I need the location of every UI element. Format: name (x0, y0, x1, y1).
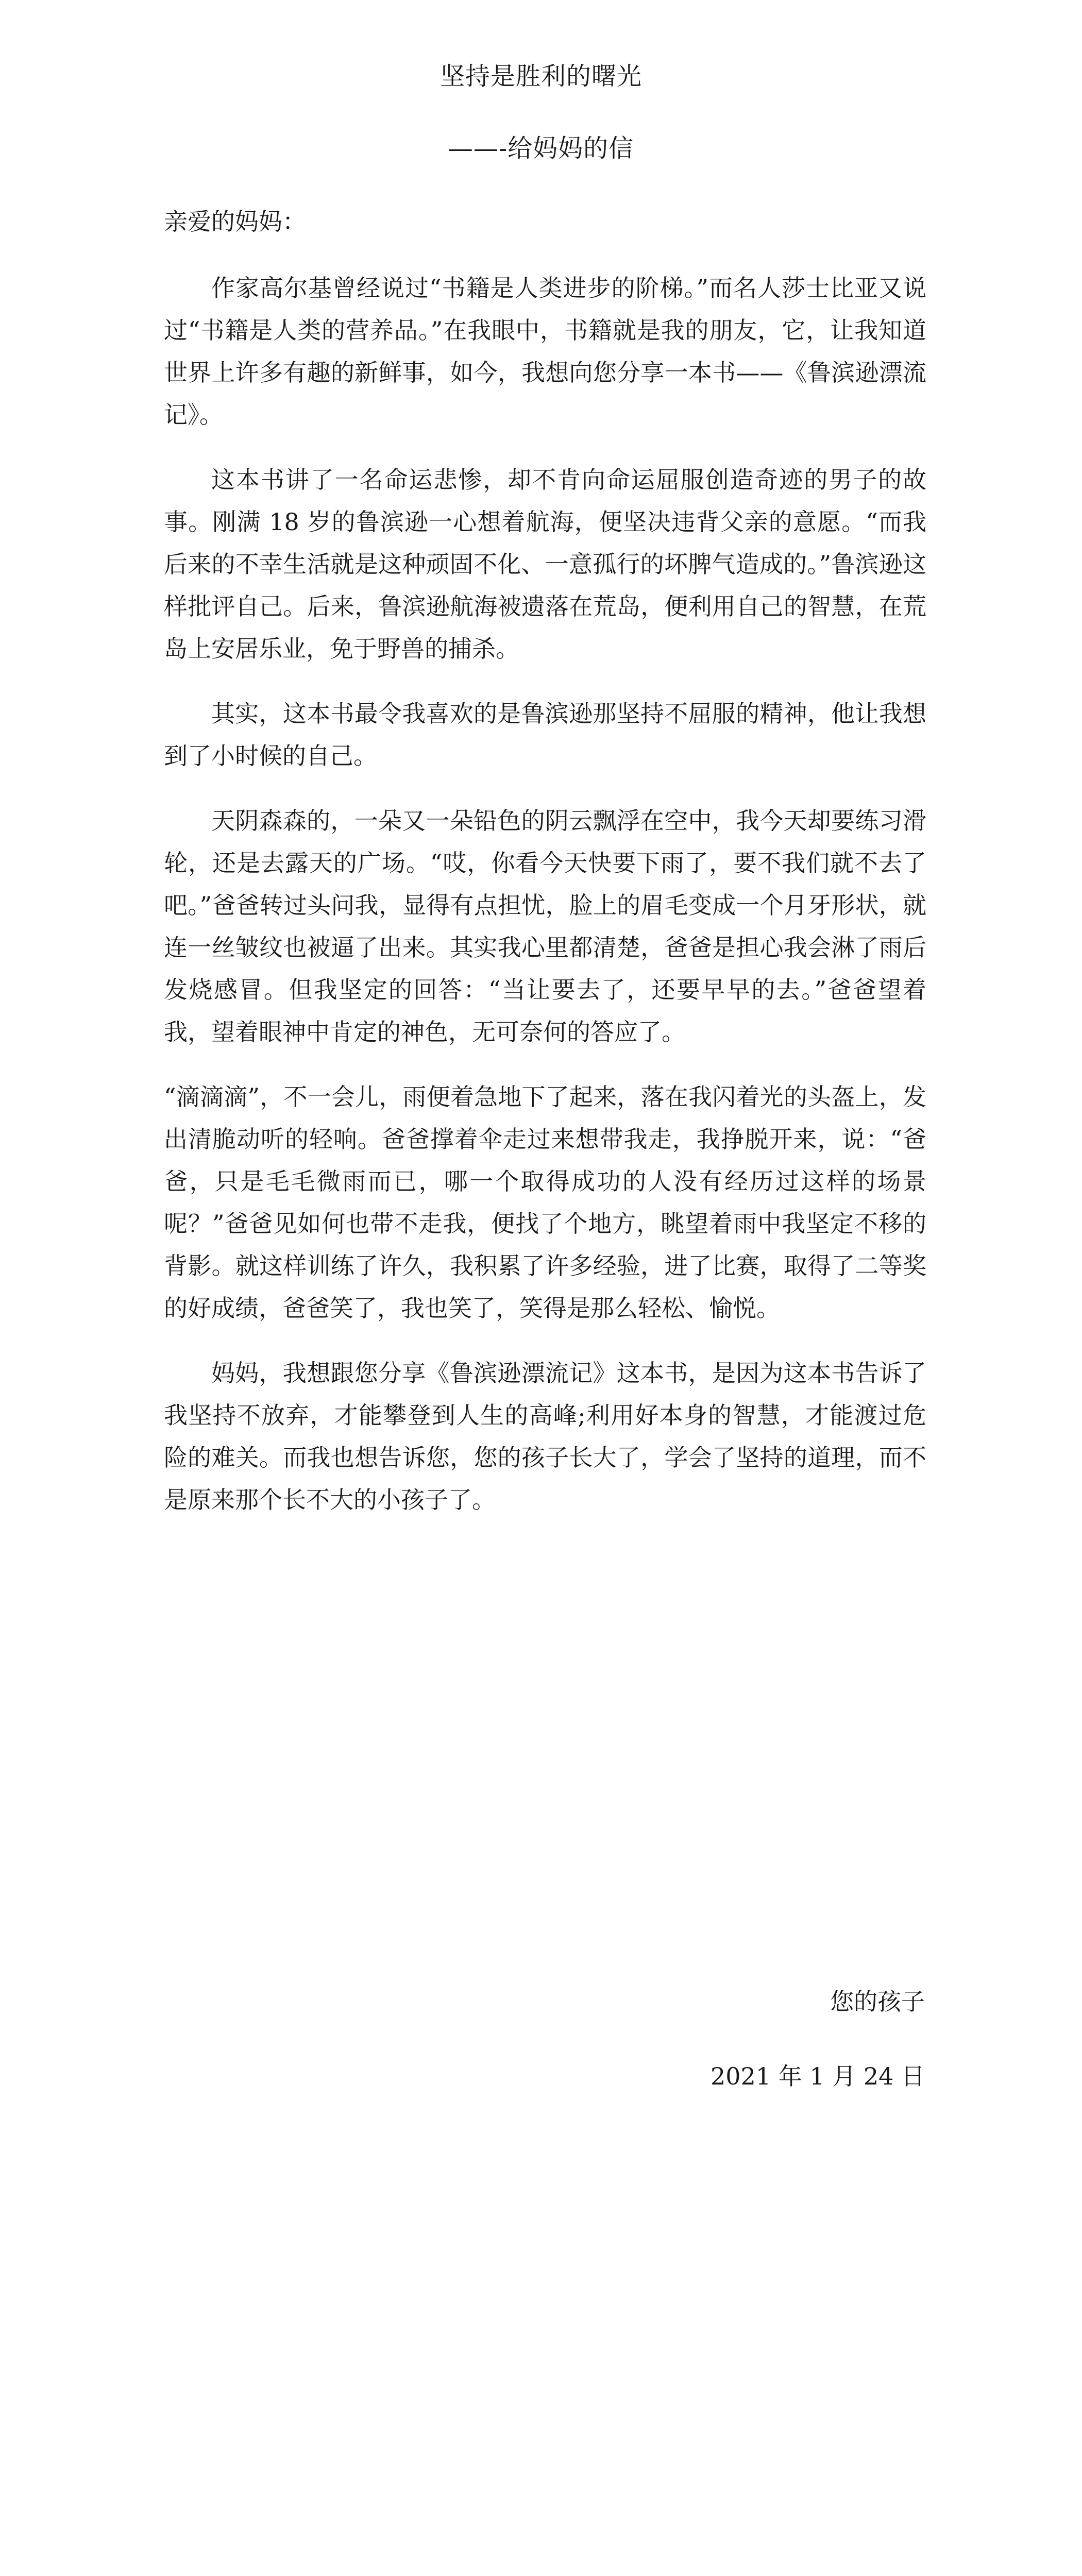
signature: 您的孩子 (830, 1988, 925, 2015)
paragraph-4: 天阴森森的，一朵又一朵铅色的阴云飘浮在空中，我今天却要练习滑轮，还是去露天的广场。“哎，你看今天快要下雨了，要不我们就不去了吧。”爸爸转过头问我，显得有点担忧，脸上的眉毛变成一个月牙形状，就连一丝皱纹也被逼了出来。其实我心里都清楚，爸爸是担心我会淋了雨后发烧感冒。但我坚定的回答：“当让要去了，还要早早的去。”爸爸望着我，望着眼神中肯定的神色，无可奈何的答应了。 (164, 807, 926, 1046)
letter-body (164, 201, 926, 1544)
paragraph-6: 妈妈，我想跟您分享《鲁滨逊漂流记》这本书，是因为这本书告诉了我坚持不放弃，才能攀登到人生的高峰;利用好本身的智慧，才能渡过危险的难关。而我也想告诉您，您的孩子长大了，学会了坚持的道理，而不是原来那个长不大的小孩子了。 (164, 1359, 926, 1514)
paragraph-3: 其实，这本书最令我喜欢的是鲁滨逊那坚持不屈服的精神，他让我想到了小时候的自己。 (164, 700, 926, 770)
paragraph-5: “滴滴滴”，不一会儿，雨便着急地下了起来，落在我闪着光的头盔上，发出清脆动听的轻响。爸爸撑着伞走过来想带我走，我挣脱开来，说：“爸爸，只是毛毛微雨而已，哪一个取得成功的人没有经历过这样的场景呢？”爸爸见如何也带不走我，便找了个地方，眺望着雨中我坚定不移的背影。就这样训练了许久，我积累了许多经验，进了比赛，取得了二等奖的好成绩，爸爸笑了，我也笑了，笑得是那么轻松、愉悦。 (164, 1083, 926, 1322)
letter-subtitle: ——-给妈妈的信 (448, 134, 634, 163)
salutation: 亲爱的妈妈： (164, 208, 306, 235)
paragraph-1: 作家高尔基曾经说过“书籍是人类进步的阶梯。”而名人莎士比亚又说过“书籍是人类的营养品。”在我眼中，书籍就是我的朋友，它，让我知道世界上许多有趣的新鲜事，如今，我想向您分享一本书——《鲁滨逊漂流记》。 (164, 274, 926, 429)
letter-title: 坚持是胜利的曙光 (439, 62, 642, 91)
paragraph-2: 这本书讲了一名命运悲惨，却不肯向命运屈服创造奇迹的男子的故事。刚满 18 岁的鲁滨逊一心想着航海，便坚决违背父亲的意愿。“而我后来的不幸生活就是这种顽固不化、一意孤行的坏脾气造成的。”鲁滨逊这样批评自己。后来，鲁滨逊航海被遗落在荒岛，便利用自己的智慧，在荒岛上安居乐业，免于野兽的捕杀。 (164, 466, 926, 663)
letter-date: 2021 年 1 月 24 日 (711, 2062, 925, 2090)
